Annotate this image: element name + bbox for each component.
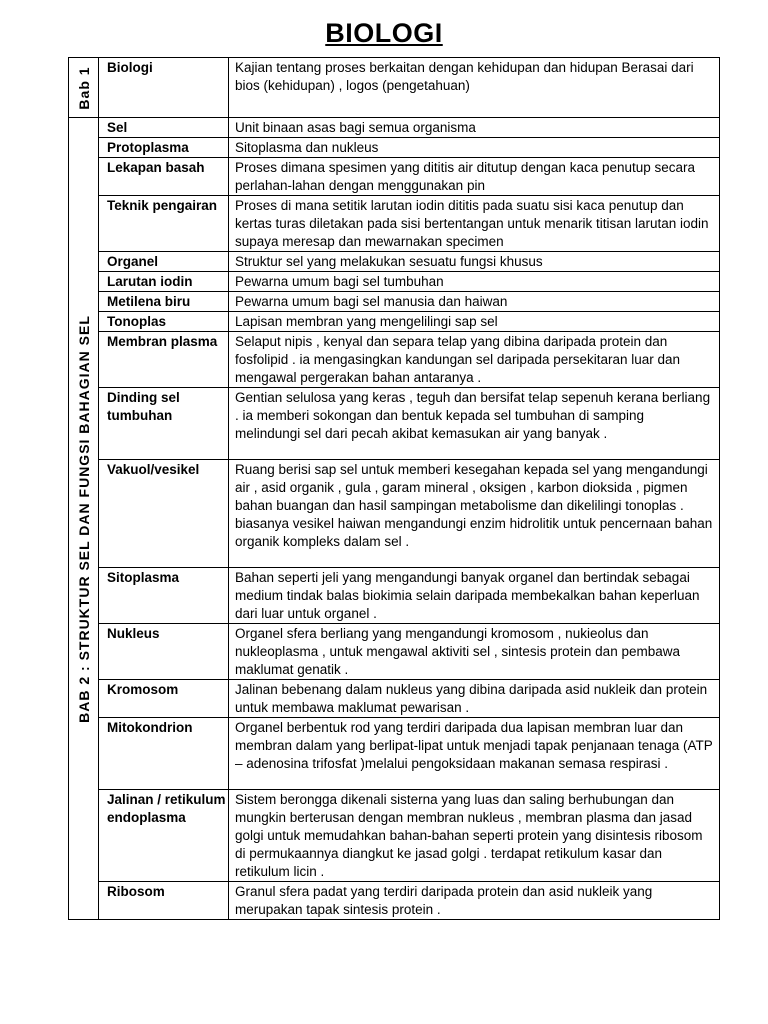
definition-cell: Unit binaan asas bagi semua organisma <box>229 118 720 138</box>
term-cell: Jalinan / retikulum endoplasma <box>99 790 229 882</box>
term-cell: Mitokondrion <box>99 718 229 790</box>
term-cell: Larutan iodin <box>99 272 229 292</box>
term-cell: Kromosom <box>99 680 229 718</box>
term-cell: Sel <box>99 118 229 138</box>
definition-cell: Proses dimana spesimen yang dititis air ditutup dengan kaca penutup secara perlahan-lahan dengan menggunakan pin <box>229 158 720 196</box>
term-cell: Biologi <box>99 58 229 118</box>
table-row <box>69 58 720 118</box>
table-row <box>69 388 720 460</box>
table-row <box>69 568 720 624</box>
term-cell: Vakuol/vesikel <box>99 460 229 568</box>
table-row <box>69 158 720 196</box>
table-row <box>69 718 720 790</box>
table-row <box>69 790 720 882</box>
definition-cell: Proses di mana setitik larutan iodin dititis pada suatu sisi kaca penutup dan kertas turas diletakan pada sisi bertentangan untuk menarik titisan larutan iodin supaya meresap dan mewarnakan specimen <box>229 196 720 252</box>
term-cell: Ribosom <box>99 882 229 920</box>
definition-cell: Lapisan membran yang mengelilingi sap sel <box>229 312 720 332</box>
definition-cell: Gentian selulosa yang keras , teguh dan bersifat telap sepenuh kerana berliang . ia memberi sokongan dan bentuk kepada sel tumbuhan di samping melindungi sel dari pecah akibat kemasukan air yang banyak . <box>229 388 720 460</box>
term-cell: Dinding sel tumbuhan <box>99 388 229 460</box>
table-row <box>69 882 720 920</box>
definition-cell: Ruang berisi sap sel untuk memberi kesegahan kepada sel yang mengandungi air , asid organik , gula , garam mineral , oksigen , karbon dioksida , pigmen bahan buangan dan hasil sampingan metabolisme dan dikelilingi tonoplas . biasanya vesikel haiwan mengandungi enzim hidrolitik untuk pencernaan bahan organik kompleks dalam sel . <box>229 460 720 568</box>
page-title: BIOLOGI <box>325 18 443 48</box>
term-cell: Nukleus <box>99 624 229 680</box>
definition-cell: Jalinan bebenang dalam nukleus yang dibina daripada asid nukleik dan protein untuk membawa maklumat pewarisan . <box>229 680 720 718</box>
table-row <box>69 332 720 388</box>
table-row <box>69 272 720 292</box>
definition-cell: Granul sfera padat yang terdiri daripada protein dan asid nukleik yang merupakan tapak sintesis protein . <box>229 882 720 920</box>
chapter-cell <box>69 58 99 118</box>
definition-cell: Pewarna umum bagi sel manusia dan haiwan <box>229 292 720 312</box>
table-row <box>69 292 720 312</box>
term-cell: Sitoplasma <box>99 568 229 624</box>
definition-cell: Bahan seperti jeli yang mengandungi banyak organel dan bertindak sebagai medium tindak balas biokimia selain daripada membekalkan bahan keperluan dari luar untuk organel . <box>229 568 720 624</box>
term-cell: Organel <box>99 252 229 272</box>
chapter-label: Bab 1 <box>75 65 92 110</box>
glossary-table <box>68 57 720 920</box>
term-cell: Tonoplas <box>99 312 229 332</box>
term-cell: Metilena biru <box>99 292 229 312</box>
definition-cell: Sitoplasma dan nukleus <box>229 138 720 158</box>
term-cell: Membran plasma <box>99 332 229 388</box>
definition-cell: Kajian tentang proses berkaitan dengan kehidupan dan hidupan Berasai dari bios (kehidupan) , logos (pengetahuan) <box>229 58 720 118</box>
table-row <box>69 138 720 158</box>
definition-cell: Pewarna umum bagi sel tumbuhan <box>229 272 720 292</box>
table-row <box>69 196 720 252</box>
chapter-cell <box>69 118 99 920</box>
definition-cell: Organel sfera berliang yang mengandungi kromosom , nukieolus dan nukleoplasma , untuk mengawal aktiviti sel , sintesis protein dan pembawa maklumat genatik . <box>229 624 720 680</box>
table-row <box>69 312 720 332</box>
table-row <box>69 460 720 568</box>
chapter-label: BAB 2 : STRUKTUR SEL DAN FUNGSI BAHAGIAN SEL <box>75 314 92 723</box>
term-cell: Lekapan basah <box>99 158 229 196</box>
definition-cell: Selaput nipis , kenyal dan separa telap yang dibina daripada protein dan fosfolipid . ia mengasingkan kandungan sel daripada persekitaran luar dan mengawal pergerakan bahan antaranya . <box>229 332 720 388</box>
term-cell: Protoplasma <box>99 138 229 158</box>
table-row <box>69 624 720 680</box>
term-cell: Teknik pengairan <box>99 196 229 252</box>
definition-cell: Sistem berongga dikenali sisterna yang luas dan saling berhubungan dan mungkin berterusan dengan membran nukleus , membran plasma dan jasad golgi untuk memudahkan bahan-bahan seperti protein yang disintesis ribosom di permukaannya diangkut ke jasad golgi . terdapat retikulum kasar dan retikulum licin . <box>229 790 720 882</box>
table-row <box>69 252 720 272</box>
table-row <box>69 680 720 718</box>
definition-cell: Struktur sel yang melakukan sesuatu fungsi khusus <box>229 252 720 272</box>
glossary-body <box>69 58 720 920</box>
definition-cell: Organel berbentuk rod yang terdiri daripada dua lapisan membran luar dan membran dalam yang berlipat-lipat untuk menjadi tapak penjanaan tenaga (ATP – adenosina trifosfat )melalui pengoksidaan makanan semasa respirasi . <box>229 718 720 790</box>
table-row <box>69 118 720 138</box>
